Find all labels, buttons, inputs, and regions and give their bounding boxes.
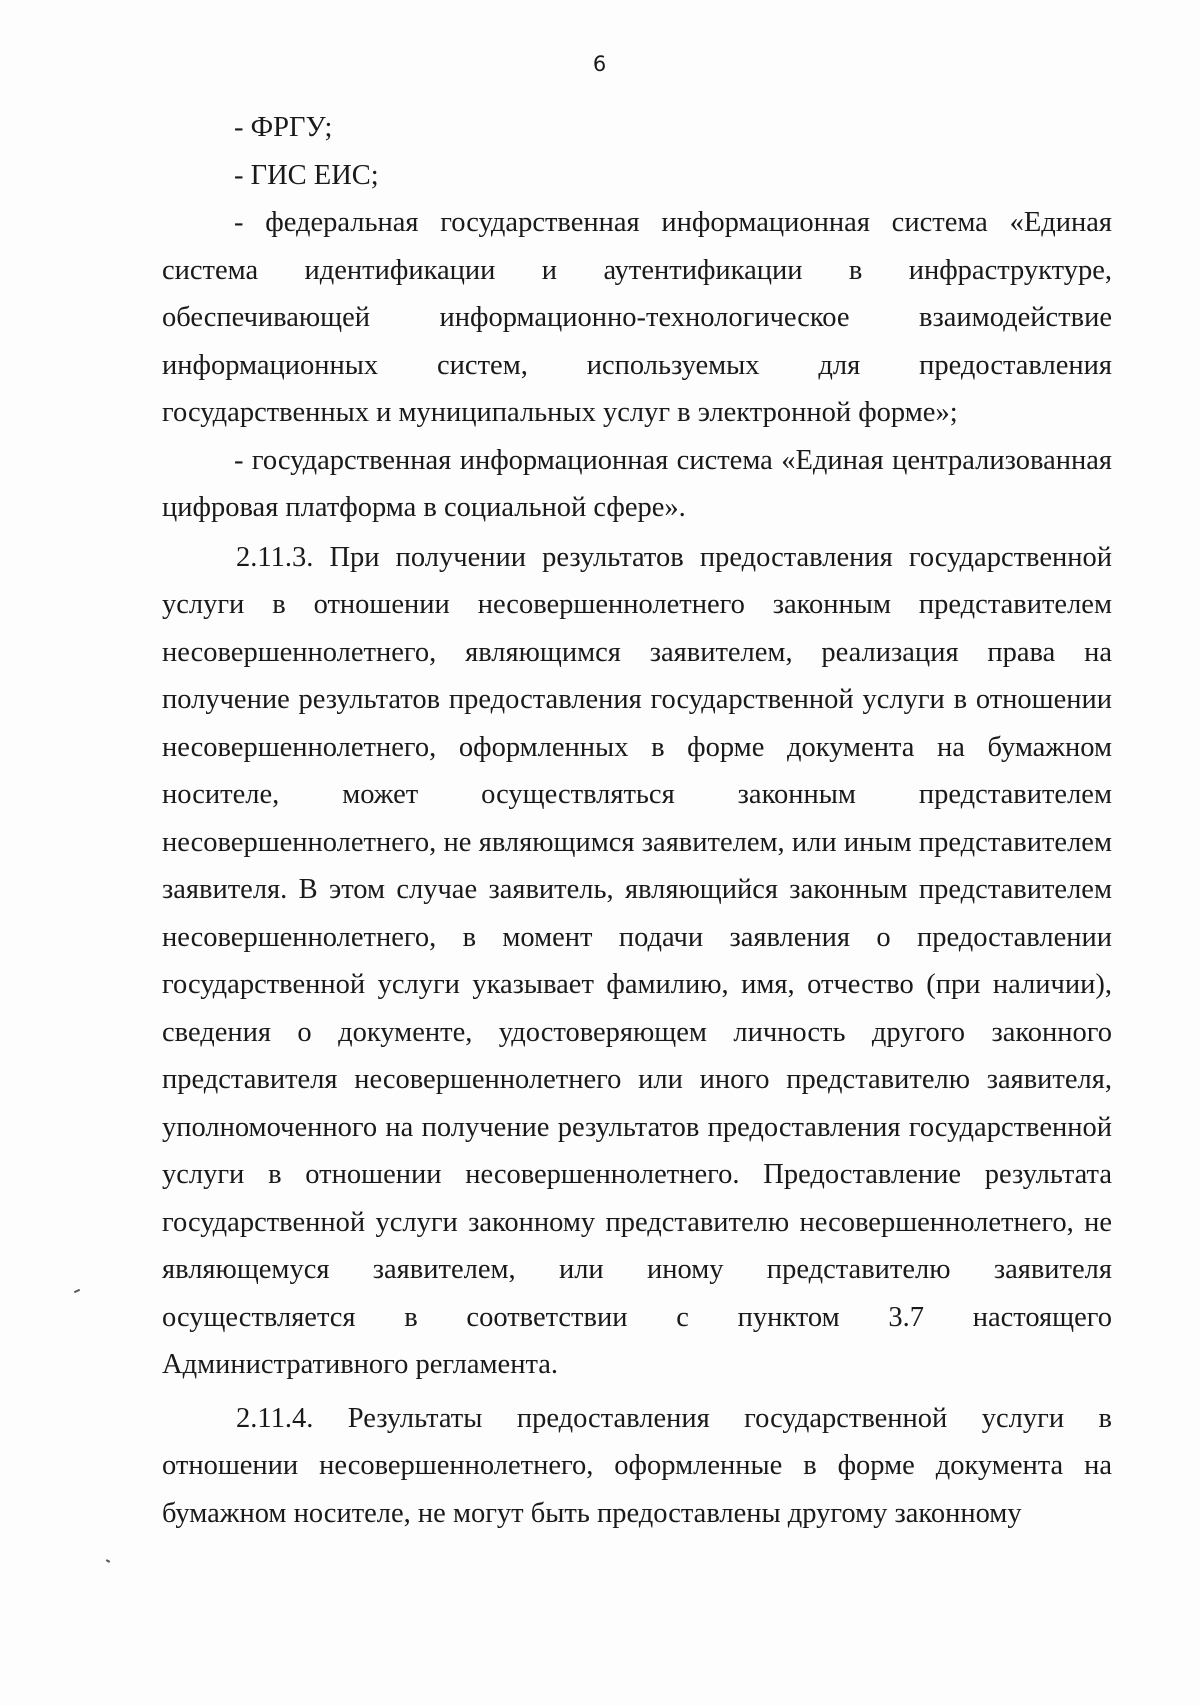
clause-2-11-3: 2.11.3. При получении результатов предоставления государственной услуги в отношении несовершеннолетнего законным представителем несовершеннолетнего, являющимся заявителем, реализация права на получение результатов предоставления государственной услуги в отношении несовершеннолетнего, оформленных в форме документа на бумажном носителе, может осуществляться законным представителем несовершеннолетнего, не являющимся заявителем, или иным представителем заявителя. В этом случае заявитель, являющийся законным представителем несовершеннолетнего, в момент подачи заявления о предоставлении государственной услуги указывает фамилию, имя, отчество (при наличии), сведения о документе, удостоверяющем личность другого законного представителя несовершеннолетнего или иного представителю заявителя, уполномоченного на получение результатов предоставления государственной услуги в отношении несовершеннолетнего. Предоставление результата государственной услуги законному представителю несовершеннолетнего, не являющемуся заявителем, или иному представителю заявителя осуществляется в соответствии с пунктом 3.7 настоящего Административного регламента. [162,541,1112,1380]
scan-speck [106,1559,110,1563]
list-item-esia: - федеральная государственная информационная система «Единая система идентификации и аутентификации в инфраструктуре, обеспечивающей информационно-технологическое взаимодействие информационных систем, используемых для предоставления государственных и муниципальных услуг в электронной форме»; [162,207,1112,428]
document-body [162,104,1112,1537]
list-item-gis-eis: - ГИС ЕИС; [234,159,379,191]
clause-2-11-4: 2.11.4. Результаты предоставления государственной услуги в отношении несовершеннолетнего, оформленные в форме документа на бумажном носителе, не могут быть предоставлены другому законному [162,1402,1112,1529]
list-item-frgu: - ФРГУ; [234,112,333,143]
scan-speck [74,1289,80,1293]
page-number: 6 [592,52,608,76]
list-item-social-platform: - государственная информационная система «Единая централизованная цифровая платформа в социальной сфере». [162,444,1112,523]
